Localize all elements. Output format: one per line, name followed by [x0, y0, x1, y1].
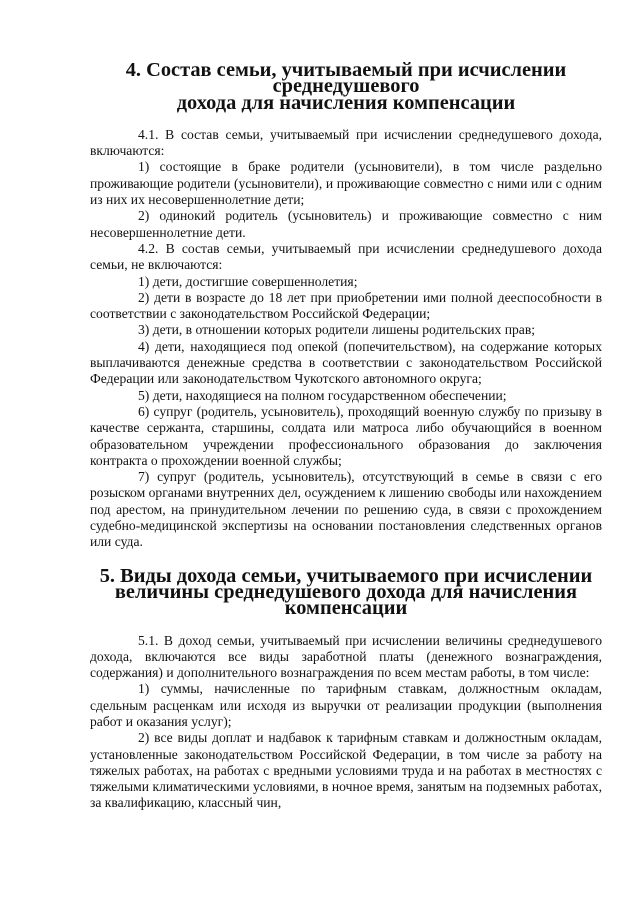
section-4-heading-line-2: дохода для начисления компенсации — [176, 91, 516, 114]
paragraph-4-2-item-2: 2) дети в возрасте до 18 лет при приобретении ими полной дееспособности в соответствии с законодательством Российской Федерации; — [90, 289, 602, 322]
paragraph-4-1-item-1: 1) состоящие в браке родители (усыновители), в том числе раздельно проживающие родители (усыновители), и проживающие совместно с ними или с одним из них их несовершеннолетние дети; — [90, 159, 602, 208]
paragraph-4-1: 4.1. В состав семьи, учитываемый при исчислении среднедушевого дохода, включаются: — [90, 126, 602, 159]
document-page — [90, 59, 602, 812]
section-4-heading — [90, 59, 602, 114]
paragraph-4-1-item-2: 2) одинокий родитель (усыновитель) и проживающие совместно с ним несовершеннолетние дети. — [90, 208, 602, 240]
paragraph-4-2-item-5: 5) дети, находящиеся на полном государственном обеспечении; — [138, 387, 507, 403]
paragraph-4-2-item-4: 4) дети, находящиеся под опекой (попечительством), на содержание которых выплачиваются денежные средства в соответствии с законодательством Российской Федерации или законодательством Чукотского автономного округа; — [90, 338, 602, 387]
section-5-body — [90, 633, 602, 812]
paragraph-4-2-item-3: 3) дети, в отношении которых родители лишены родительских прав; — [138, 322, 536, 338]
paragraph-5-1-item-2: 2) все виды доплат и надбавок к тарифным ставкам и должностным окладам, установленные законодательством Российской Федерации, в том числе за работу на тяжелых работах, на работах с вредными условиями труда и на работах в местностях с тяжелыми климатическими условиями, в ночное время, занятым на подземных работах, за квалификацию, классный чин, — [90, 730, 602, 811]
paragraph-4-2-item-1: 1) дети, достигшие совершеннолетия; — [138, 273, 358, 289]
section-5-heading-line-2: величины среднедушевого дохода для начисления компенсации — [114, 580, 578, 620]
paragraph-5-1-item-1: 1) суммы, начисленные по тарифным ставкам, должностным окладам, сдельным расценкам или исходя из выручки от реализации продукции (выполнения работ и оказания услуг); — [90, 681, 602, 729]
paragraph-4-2: 4.2. В состав семьи, учитываемый при исчислении среднедушевого дохода семьи, не включаются: — [90, 240, 602, 273]
section-5-heading-line-1: 5. Виды дохода семьи, учитываемого при исчислении — [99, 564, 593, 587]
paragraph-4-2-item-7: 7) супруг (родитель, усыновитель), отсутствующий в семье в связи с его розыском органами внутренних дел, осуждением к лишению свободы или нахождением под арестом, на принудительном лечении по решению суда, в связи с прохождением судебно-медицинской экспертизы на основании постановления следственных органов или суда. — [90, 469, 602, 550]
section-5-heading — [90, 564, 602, 620]
paragraph-5-1: 5.1. В доход семьи, учитываемый при исчислении величины среднедушевого дохода, включаются все виды заработной платы (денежного вознаграждения, содержания) и дополнительного вознаграждения по всем местам работы, в том числе: — [90, 632, 602, 681]
section-4-heading-line-1: 4. Состав семьи, учитываемый при исчислении среднедушевого — [125, 59, 567, 98]
paragraph-4-2-item-6: 6) супруг (родитель, усыновитель), проходящий военную службу по призыву в качестве сержанта, старшины, солдата или матроса либо обучающийся в военном образовательном учреждении профессионального образования до заключения контракта о прохождении военной службы; — [90, 403, 602, 468]
section-4-body — [90, 127, 602, 551]
